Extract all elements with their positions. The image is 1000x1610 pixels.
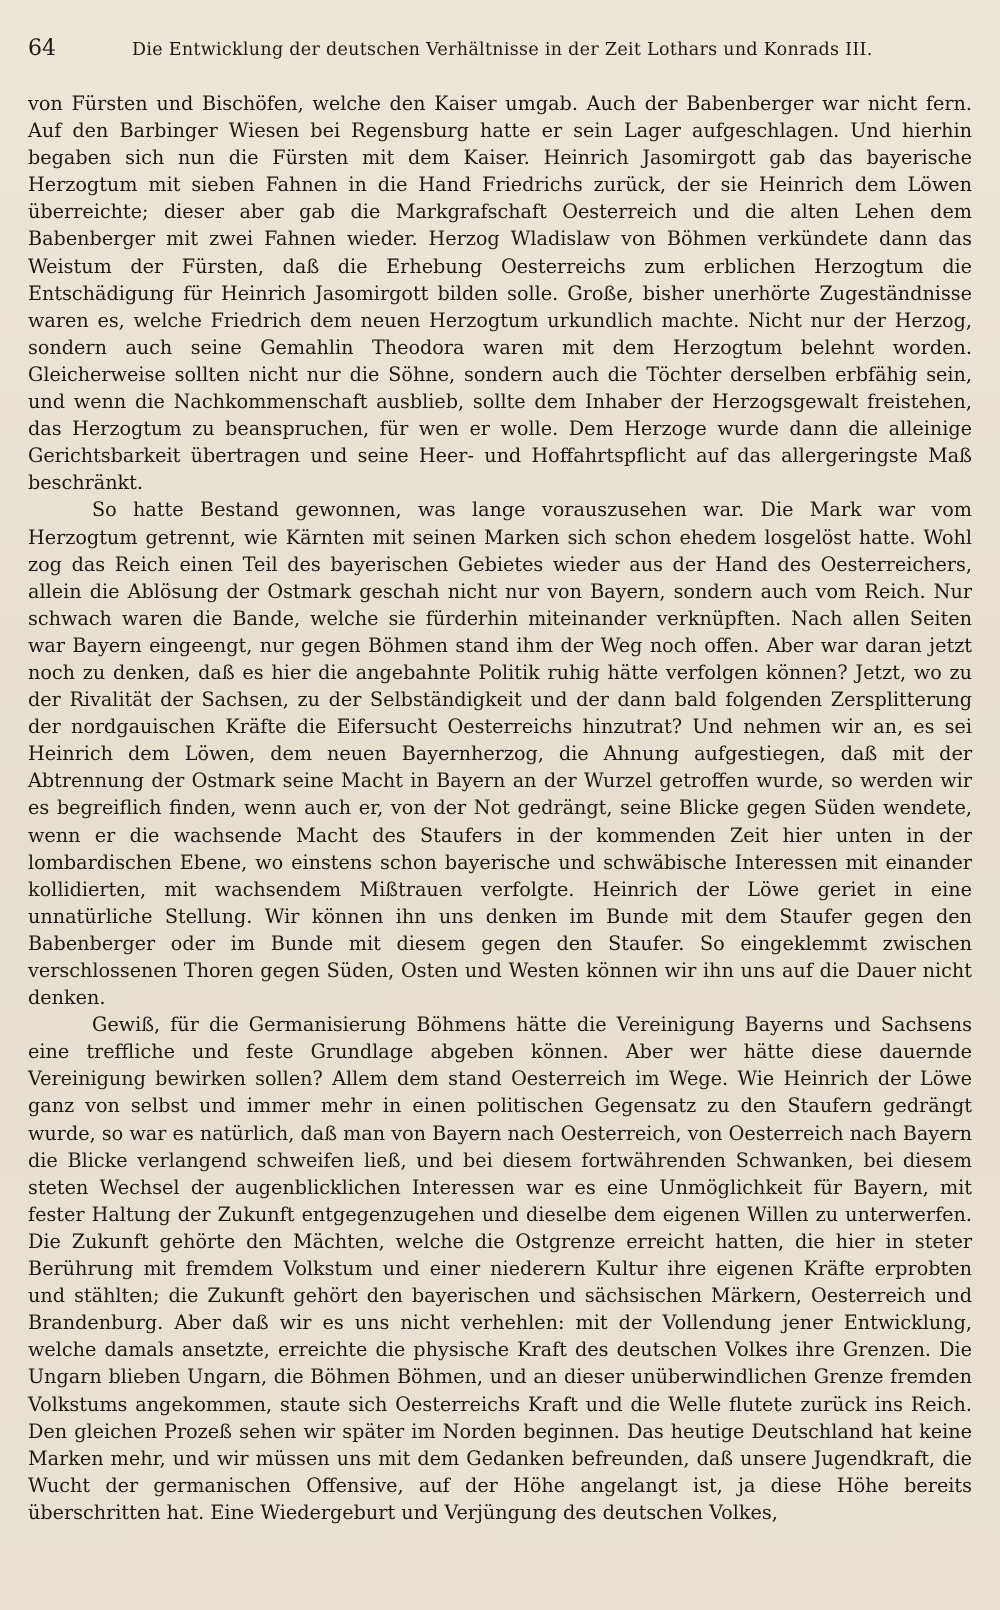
running-title: Die Entwicklung der deutschen Verhältnisse in der Zeit Lothars und Konrads III. xyxy=(132,40,873,60)
page-header xyxy=(28,34,972,68)
paragraph-1: von Fürsten und Bischöfen, welche den Kaiser umgab. Auch der Babenberger war nicht fern. Auf den Barbinger Wiesen bei Regensburg hatte er sein Lager aufgeschlagen. Und hierhin begaben sich nun die Fürsten mit dem Kaiser. Heinrich Jasomirgott gab das bayerische Herzogtum mit sieben Fahnen in die Hand Friedrichs zurück, der sie Heinrich dem Löwen überreichte; dieser aber gab die Markgrafschaft Oesterreich und die alten Lehen dem Babenberger mit zwei Fahnen wieder. Herzog Wladislaw von Böhmen verkündete dann das Weistum der Fürsten, daß die Erhebung Oesterreichs zum erblichen Herzogtum die Entschädigung für Heinrich Jasomirgott bilden solle. Große, bisher unerhörte Zugeständnisse waren es, welche Friedrich dem neuen Herzogtum urkundlich machte. Nicht nur der Herzog, sondern auch seine Gemahlin Theodora waren mit dem Herzogtum belehnt worden. Gleicherweise sollten nicht nur die Söhne, sondern auch die Töchter derselben erbfähig sein, und wenn die Nachkommenschaft ausblieb, sollte dem Inhaber der Herzogsgewalt freistehen, das Herzogtum zu beanspruchen, für wen er wolle. Dem Herzoge wurde dann die alleinige Gerichtsbarkeit übertragen und seine Heer- und Hoffahrtspflicht auf das allergeringste Maß beschränkt. xyxy=(28,92,972,495)
paragraph-2: So hatte Bestand gewonnen, was lange vorauszusehen war. Die Mark war vom Herzogtum getrennt, wie Kärnten mit seinen Marken sich schon ehedem losgelöst hatte. Wohl zog das Reich einen Teil des bayerischen Gebietes wieder aus der Hand des Oesterreichers, allein die Ablösung der Ostmark geschah nicht nur von Bayern, sondern auch vom Reich. Nur schwach waren die Bande, welche sie fürderhin miteinander verknüpften. Nach allen Seiten war Bayern eingeengt, nur gegen Böhmen stand ihm der Weg noch offen. Aber war daran jetzt noch zu denken, daß es hier die angebahnte Politik ruhig hätte verfolgen können? Jetzt, wo zu der Rivalität der Sachsen, zu der Selbständigkeit und der dann bald folgenden Zersplitterung der nordgauischen Kräfte die Eifersucht Oesterreichs hinzutrat? Und nehmen wir an, es sei Heinrich dem Löwen, dem neuen Bayernherzog, die Ahnung aufgestiegen, daß mit der Abtrennung der Ostmark seine Macht in Bayern an der Wurzel getroffen wurde, so werden wir es begreiflich finden, wenn auch er, von der Not gedrängt, seine Blicke gegen Süden wendete, wenn er die wachsende Macht des Staufers in der kommenden Zeit hier unten in der lombardischen Ebene, wo einstens schon bayerische und schwäbische Interessen mit einander kollidierten, mit wachsendem Mißtrauen verfolgte. Heinrich der Löwe geriet in eine unnatürliche Stellung. Wir können ihn uns denken im Bunde mit dem Staufer gegen den Babenberger oder im Bunde mit diesem gegen den Staufer. So eingeklemmt zwischen verschlossenen Thoren gegen Süden, Osten und Westen können wir ihn uns auf die Dauer nicht denken. xyxy=(28,498,972,1010)
page-number: 64 xyxy=(28,36,56,61)
paragraph-3: Gewiß, für die Germanisierung Böhmens hätte die Vereinigung Bayerns und Sachsens eine treffliche und feste Grundlage abgeben können. Aber wer hätte diese dauernde Vereinigung bewirken sollen? Allem dem stand Oesterreich im Wege. Wie Heinrich der Löwe ganz von selbst und immer mehr in einen politischen Gegensatz zu den Staufern gedrängt wurde, so war es natürlich, daß man von Bayern nach Oesterreich, von Oesterreich nach Bayern die Blicke verlangend schweifen ließ, und bei diesem fortwährenden Schwanken, bei diesem steten Wechsel der augenblicklichen Interessen war es eine Unmöglichkeit für Bayern, mit fester Haltung der Zukunft entgegenzugehen und dieselbe dem eigenen Willen zu unterwerfen. Die Zukunft gehörte den Mächten, welche die Ostgrenze erreicht hatten, die hier in steter Berührung mit fremdem Volkstum und einer niederern Kultur ihre eigenen Kräfte erprobten und stählten; die Zukunft gehört den bayerischen und sächsischen Märkern, Oesterreich und Brandenburg. Aber daß wir es uns nicht verhehlen: mit der Vollendung jener Entwicklung, welche damals ansetzte, erreichte die physische Kraft des deutschen Volkes ihre Grenzen. Die Ungarn blieben Ungarn, die Böhmen Böhmen, und an dieser unüberwindlichen Grenze fremden Volkstums angekommen, staute sich Oesterreichs Kraft und die Welle flutete zurück ins Reich. Den gleichen Prozeß sehen wir später im Norden beginnen. Das heutige Deutschland hat keine Marken mehr, und wir müssen uns mit dem Gedanken befreunden, daß unsere Jugendkraft, die Wucht der germanischen Offensive, auf der Höhe angelangt ist, ja diese Höhe bereits überschritten hat. Eine Wiedergeburt und Verjüngung des deutschen Volkes, xyxy=(28,1013,972,1524)
body-text xyxy=(28,90,972,1526)
